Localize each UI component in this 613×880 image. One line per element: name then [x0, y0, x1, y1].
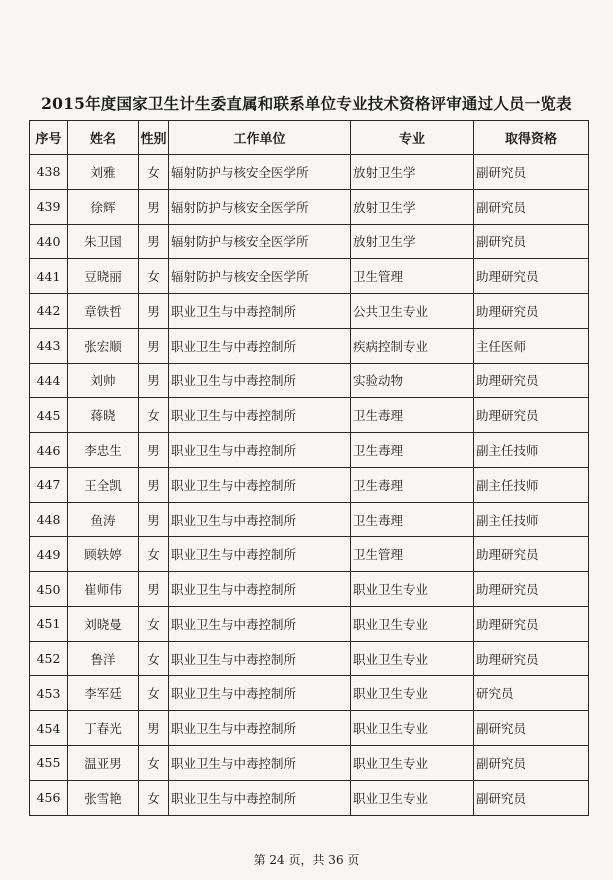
cell-gender: 女	[139, 259, 169, 294]
cell-specialty: 卫生毒理	[351, 502, 474, 537]
cell-index: 453	[30, 676, 68, 711]
cell-work-unit: 职业卫生与中毒控制所	[169, 780, 351, 815]
cell-work-unit: 职业卫生与中毒控制所	[169, 746, 351, 781]
cell-index: 448	[30, 502, 68, 537]
header-gender: 性别	[139, 121, 169, 155]
cell-specialty: 卫生管理	[351, 259, 474, 294]
cell-gender: 男	[139, 467, 169, 502]
cell-index: 455	[30, 746, 68, 781]
cell-name: 鲁洋	[68, 641, 139, 676]
cell-qualification: 副研究员	[474, 711, 589, 746]
cell-index: 451	[30, 606, 68, 641]
cell-name: 顾轶婷	[68, 537, 139, 572]
cell-name: 刘帅	[68, 363, 139, 398]
cell-gender: 男	[139, 363, 169, 398]
cell-gender: 女	[139, 780, 169, 815]
cell-specialty: 职业卫生专业	[351, 780, 474, 815]
table-row	[30, 606, 589, 641]
table-row	[30, 746, 589, 781]
cell-gender: 女	[139, 746, 169, 781]
cell-name: 崔师伟	[68, 572, 139, 607]
cell-gender: 男	[139, 328, 169, 363]
cell-index: 442	[30, 294, 68, 329]
cell-name: 丁春光	[68, 711, 139, 746]
cell-work-unit: 辐射防护与核安全医学所	[169, 155, 351, 190]
cell-gender: 男	[139, 502, 169, 537]
cell-work-unit: 职业卫生与中毒控制所	[169, 537, 351, 572]
cell-gender: 男	[139, 224, 169, 259]
cell-specialty: 职业卫生专业	[351, 606, 474, 641]
header-index: 序号	[30, 121, 68, 155]
cell-specialty: 放射卫生学	[351, 155, 474, 190]
header-specialty: 专业	[351, 121, 474, 155]
cell-qualification: 助理研究员	[474, 363, 589, 398]
personnel-table	[29, 120, 589, 816]
cell-name: 鱼涛	[68, 502, 139, 537]
cell-qualification: 副研究员	[474, 746, 589, 781]
cell-index: 447	[30, 467, 68, 502]
table-row	[30, 641, 589, 676]
cell-gender: 女	[139, 606, 169, 641]
cell-specialty: 实验动物	[351, 363, 474, 398]
cell-work-unit: 辐射防护与核安全医学所	[169, 224, 351, 259]
cell-qualification: 助理研究员	[474, 259, 589, 294]
cell-work-unit: 职业卫生与中毒控制所	[169, 572, 351, 607]
cell-gender: 女	[139, 398, 169, 433]
cell-work-unit: 职业卫生与中毒控制所	[169, 294, 351, 329]
table-row	[30, 294, 589, 329]
cell-gender: 男	[139, 711, 169, 746]
cell-gender: 女	[139, 676, 169, 711]
cell-work-unit: 辐射防护与核安全医学所	[169, 189, 351, 224]
table-row	[30, 537, 589, 572]
table-row	[30, 155, 589, 190]
table-row	[30, 433, 589, 468]
cell-specialty: 卫生管理	[351, 537, 474, 572]
cell-work-unit: 职业卫生与中毒控制所	[169, 328, 351, 363]
cell-qualification: 副主任技师	[474, 433, 589, 468]
cell-index: 443	[30, 328, 68, 363]
cell-gender: 女	[139, 537, 169, 572]
table-row	[30, 676, 589, 711]
cell-qualification: 助理研究员	[474, 294, 589, 329]
cell-specialty: 职业卫生专业	[351, 676, 474, 711]
table-row	[30, 572, 589, 607]
cell-work-unit: 职业卫生与中毒控制所	[169, 433, 351, 468]
cell-qualification: 副研究员	[474, 780, 589, 815]
cell-index: 452	[30, 641, 68, 676]
cell-index: 445	[30, 398, 68, 433]
cell-qualification: 助理研究员	[474, 606, 589, 641]
cell-work-unit: 辐射防护与核安全医学所	[169, 259, 351, 294]
cell-qualification: 副主任技师	[474, 467, 589, 502]
table-row	[30, 467, 589, 502]
cell-gender: 女	[139, 155, 169, 190]
cell-index: 439	[30, 189, 68, 224]
cell-qualification: 副研究员	[474, 224, 589, 259]
cell-name: 温亚男	[68, 746, 139, 781]
cell-specialty: 疾病控制专业	[351, 328, 474, 363]
cell-work-unit: 职业卫生与中毒控制所	[169, 641, 351, 676]
header-work-unit: 工作单位	[169, 121, 351, 155]
cell-index: 449	[30, 537, 68, 572]
cell-index: 456	[30, 780, 68, 815]
cell-specialty: 公共卫生专业	[351, 294, 474, 329]
cell-qualification: 助理研究员	[474, 537, 589, 572]
cell-name: 李军廷	[68, 676, 139, 711]
cell-name: 豆晓丽	[68, 259, 139, 294]
table-header-row	[30, 121, 589, 155]
cell-index: 454	[30, 711, 68, 746]
cell-work-unit: 职业卫生与中毒控制所	[169, 711, 351, 746]
cell-specialty: 职业卫生专业	[351, 572, 474, 607]
table-row	[30, 780, 589, 815]
table-body	[30, 155, 589, 816]
cell-qualification: 副研究员	[474, 155, 589, 190]
cell-specialty: 职业卫生专业	[351, 746, 474, 781]
cell-specialty: 放射卫生学	[351, 224, 474, 259]
table-row	[30, 224, 589, 259]
cell-index: 438	[30, 155, 68, 190]
cell-gender: 女	[139, 641, 169, 676]
cell-name: 蒋晓	[68, 398, 139, 433]
cell-qualification: 助理研究员	[474, 398, 589, 433]
table-row	[30, 363, 589, 398]
cell-gender: 男	[139, 294, 169, 329]
page-number: 第 24 页，共 36 页	[253, 853, 360, 867]
cell-work-unit: 职业卫生与中毒控制所	[169, 606, 351, 641]
cell-name: 章铁哲	[68, 294, 139, 329]
cell-index: 450	[30, 572, 68, 607]
cell-name: 王全凯	[68, 467, 139, 502]
table-row	[30, 398, 589, 433]
cell-work-unit: 职业卫生与中毒控制所	[169, 676, 351, 711]
cell-specialty: 卫生毒理	[351, 398, 474, 433]
table-row	[30, 502, 589, 537]
cell-qualification: 主任医师	[474, 328, 589, 363]
table-row	[30, 711, 589, 746]
cell-specialty: 卫生毒理	[351, 467, 474, 502]
page-title: 2015年度国家卫生计生委直属和联系单位专业技术资格评审通过人员一览表	[41, 94, 572, 113]
cell-name: 刘雅	[68, 155, 139, 190]
cell-gender: 男	[139, 572, 169, 607]
cell-name: 刘晓曼	[68, 606, 139, 641]
cell-qualification: 副研究员	[474, 189, 589, 224]
cell-work-unit: 职业卫生与中毒控制所	[169, 398, 351, 433]
cell-qualification: 研究员	[474, 676, 589, 711]
cell-name: 徐辉	[68, 189, 139, 224]
table-row	[30, 189, 589, 224]
table-row	[30, 259, 589, 294]
cell-work-unit: 职业卫生与中毒控制所	[169, 363, 351, 398]
cell-index: 444	[30, 363, 68, 398]
cell-index: 440	[30, 224, 68, 259]
cell-index: 446	[30, 433, 68, 468]
header-qualification: 取得资格	[474, 121, 589, 155]
cell-work-unit: 职业卫生与中毒控制所	[169, 502, 351, 537]
cell-name: 朱卫国	[68, 224, 139, 259]
cell-gender: 男	[139, 189, 169, 224]
cell-index: 441	[30, 259, 68, 294]
cell-specialty: 放射卫生学	[351, 189, 474, 224]
cell-specialty: 卫生毒理	[351, 433, 474, 468]
cell-gender: 男	[139, 433, 169, 468]
cell-specialty: 职业卫生专业	[351, 711, 474, 746]
cell-name: 李忠生	[68, 433, 139, 468]
cell-qualification: 助理研究员	[474, 572, 589, 607]
table-row	[30, 328, 589, 363]
cell-specialty: 职业卫生专业	[351, 641, 474, 676]
cell-qualification: 助理研究员	[474, 641, 589, 676]
cell-qualification: 副主任技师	[474, 502, 589, 537]
cell-name: 张雪艳	[68, 780, 139, 815]
cell-name: 张宏顺	[68, 328, 139, 363]
header-name: 姓名	[68, 121, 139, 155]
cell-work-unit: 职业卫生与中毒控制所	[169, 467, 351, 502]
